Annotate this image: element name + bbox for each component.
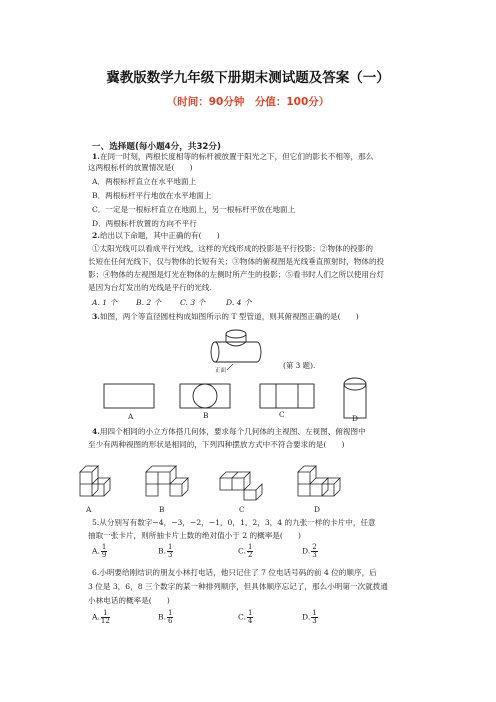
q4-text-line1: 用四个相同的小立方体搭几何体，要求每个几何体的主视图、左视图、俯视图中 bbox=[99, 427, 366, 436]
q6-option-d: D. $\frac{1}{3}$ bbox=[302, 609, 317, 625]
q2-text: 给出以下命题，其中正确的有( ) bbox=[99, 231, 220, 240]
q2-option-c: C. 3 个 bbox=[180, 298, 206, 307]
q4-cubes-figure bbox=[70, 458, 370, 504]
q3-option-d-label: D bbox=[352, 414, 358, 423]
q3-option-a-label: A bbox=[128, 412, 134, 421]
q2-stem bbox=[92, 230, 220, 241]
q6-option-a: A. $\frac{1}{12}$ bbox=[92, 609, 110, 625]
q6-text-line1: 小明要给刚结识的朋友小林打电话，他只记住了 7 位电话号码的前 4 位的顺序，后 bbox=[99, 568, 377, 577]
q4-text-line2: 至少有两种视图的形状是相同的，下列四种摆放方式中不符合要求的是( ) bbox=[88, 440, 345, 449]
q5-option-c: C. $\frac{1}{2}$ bbox=[238, 543, 253, 559]
front-view-label: 正面 bbox=[215, 368, 227, 374]
q6-text-line2: 3 位是 3，6，8 三个数字的某一种排列顺序，但具体顺序忘记了，那么小明第一次就拨通 bbox=[88, 582, 388, 591]
q2-option-d: D. 4 个 bbox=[226, 298, 252, 307]
q2-body-line1: ①太阳光线可以看成平行光线，这样的光线形成的投影是平行投影；②物体的投影的 bbox=[92, 244, 373, 253]
q5-text-line2: 抽取一张卡片，则所抽卡片上数的绝对值小于 2 的概率是( ) bbox=[88, 531, 302, 540]
q4-option-d-label: D bbox=[314, 505, 320, 514]
q3-option-b-label: B bbox=[203, 411, 209, 420]
q4-number: 4. bbox=[92, 427, 100, 436]
q5-stem bbox=[92, 517, 376, 528]
q5-number: 5. bbox=[92, 518, 100, 527]
q4-stem bbox=[92, 426, 366, 437]
q5-option-b: B. $\frac{1}{3}$ bbox=[158, 543, 173, 559]
q1-number: 1. bbox=[92, 152, 100, 161]
q1-text-line1: 在同一时刻，两根长度相等的标杆被放置于阳光之下，但它们的影长不相等，那么 bbox=[99, 152, 374, 161]
q6-option-c: C. $\frac{1}{4}$ bbox=[238, 609, 253, 625]
q5-text-line1: 从分别写有数字−4，−3，−2，−1，0，1，2，3，4 的九张一样的卡片中，任意 bbox=[99, 518, 376, 527]
q3-stem bbox=[92, 311, 359, 322]
q2-body-line4: 是因为台灯发出的光线是平行的光线. bbox=[88, 283, 212, 292]
q6-stem bbox=[92, 567, 377, 578]
q4-option-a-label: A bbox=[86, 505, 92, 514]
q6-number: 6. bbox=[92, 568, 100, 577]
q2-number: 2. bbox=[92, 231, 100, 240]
q3-text: 如图，两个等直径圆柱构成如图所示的 T 型管道，则其俯视图正确的是( ) bbox=[99, 312, 359, 321]
section-heading: 一、选择题(每小题4分，共32分) bbox=[92, 142, 221, 152]
q1-stem bbox=[92, 151, 373, 162]
q2-option-b: B. 2 个 bbox=[136, 298, 162, 307]
q2-body-line2: 长短在任何光线下，仅与物体的长短有关；③物体的俯视图是光线垂直照射时，物体的投 bbox=[88, 257, 385, 266]
page-subtitle: （时间：90分钟 分值：100分） bbox=[166, 96, 330, 108]
q4-option-c-label: C bbox=[239, 505, 245, 514]
q2-body-line3: 影；④物体的左视图是灯光在物体的左侧时所产生的投影；⑤看书时人们之所以使用台灯 bbox=[88, 270, 385, 279]
q6-option-b: B. $\frac{1}{6}$ bbox=[158, 609, 173, 625]
q3-option-c-label: C bbox=[279, 410, 285, 419]
q1-text-line2: 这两根标杆的放置情况是( ) bbox=[88, 163, 193, 172]
q1-option-a: A．两根标杆直立在水平地面上 bbox=[92, 177, 197, 186]
q5-option-a: A. $\frac{1}{9}$ bbox=[92, 543, 107, 559]
q3-options-figure bbox=[100, 368, 390, 430]
q2-option-a: A. 1 个 bbox=[92, 298, 118, 307]
q1-option-c: C．一定是一根标杆直立在地面上，另一根标杆平放在地面上 bbox=[92, 205, 296, 214]
page-title: 冀教版数学九年级下册期末测试题及答案（一） bbox=[106, 70, 390, 86]
q1-option-d: D．两根标杆放置的方向不平行 bbox=[92, 219, 197, 228]
q6-text-line3: 小林电话的概率是( ) bbox=[88, 596, 170, 605]
figure-3-caption: (第 3 题). bbox=[283, 361, 316, 370]
q1-option-b: B．两根标杆平行地放在水平地面上 bbox=[92, 191, 212, 200]
q4-option-b-label: B bbox=[159, 505, 165, 514]
q3-number: 3. bbox=[92, 312, 100, 321]
q5-option-d: D. $\frac{2}{3}$ bbox=[302, 543, 317, 559]
